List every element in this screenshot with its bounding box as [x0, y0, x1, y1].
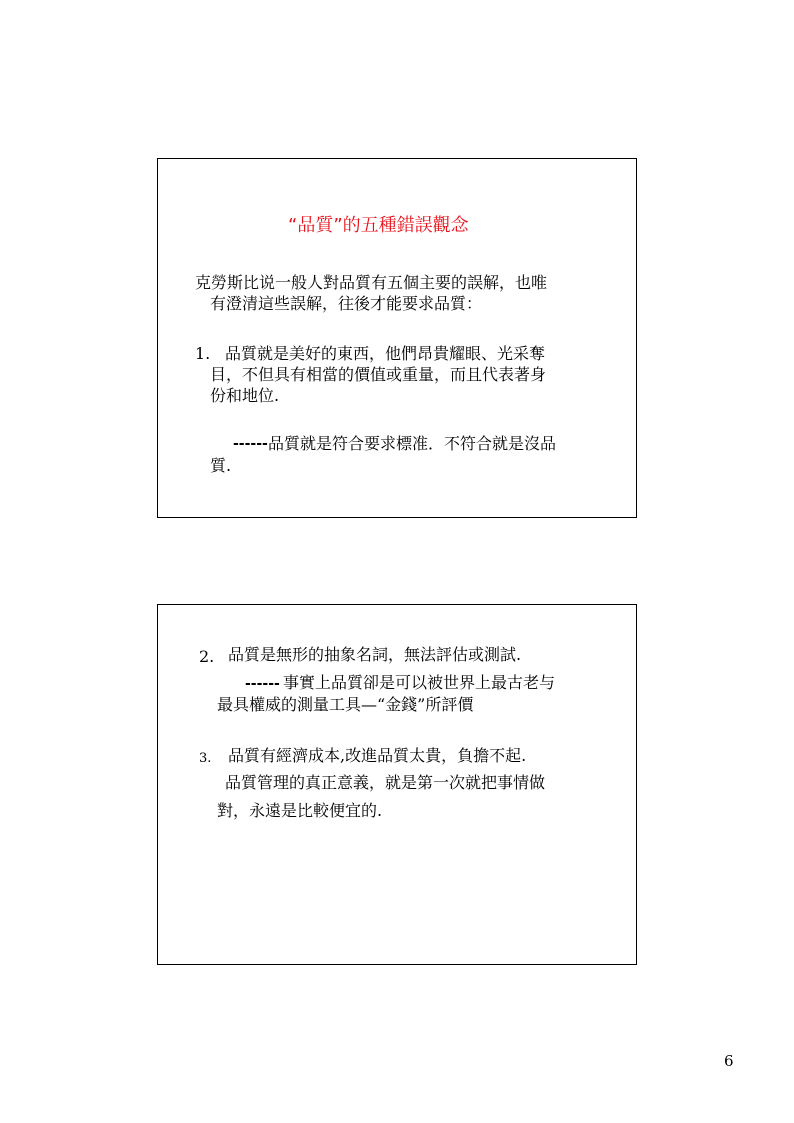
slide-title: “品質”的五種錯誤觀念: [288, 215, 469, 236]
item-3-answer-line-1: 品質管理的真正意義，就是第一次就把事情做: [225, 773, 546, 792]
item-2-answer-line-1: 事實上品質卻是可以被世界上最古老与: [283, 673, 556, 692]
item-2-number: 2.: [199, 647, 215, 666]
slide-2: [157, 604, 637, 965]
slide-1: [157, 158, 637, 518]
item-2-dash: ------: [245, 676, 280, 692]
item-2-line-1: 品質是無形的抽象名詞，無法評估或測試.: [228, 645, 522, 664]
item-1-number: 1.: [195, 344, 211, 363]
intro-line-1: 克勞斯比说一般人對品質有五個主要的誤解，也唯: [195, 273, 548, 292]
item-3-number: 3.: [199, 751, 212, 766]
page-number: 6: [724, 1052, 734, 1070]
item-2-answer-line-2: 最具權威的測量工具—“金錢”所評價: [217, 695, 474, 714]
item-1-line-2: 目，不但具有相當的價值或重量，而且代表著身: [210, 365, 547, 384]
item-1-dash: ------: [233, 436, 268, 452]
item-1-line-1: 品質就是美好的東西，他們昂貴耀眼、光采奪: [225, 344, 546, 363]
intro-line-2: 有澄清這些誤解，往後才能要求品質：: [210, 294, 483, 313]
item-3-answer-line-2: 對，永遠是比較便宜的.: [217, 801, 383, 820]
item-1-answer-line-1: 品質就是符合要求標准．不符合就是沒品: [268, 434, 557, 453]
item-3-line-1: 品質有經濟成本,改進品質太貴，負擔不起.: [228, 746, 527, 765]
item-1-line-3: 份和地位.: [210, 386, 280, 405]
item-1-answer-line-2: 質.: [210, 456, 232, 475]
